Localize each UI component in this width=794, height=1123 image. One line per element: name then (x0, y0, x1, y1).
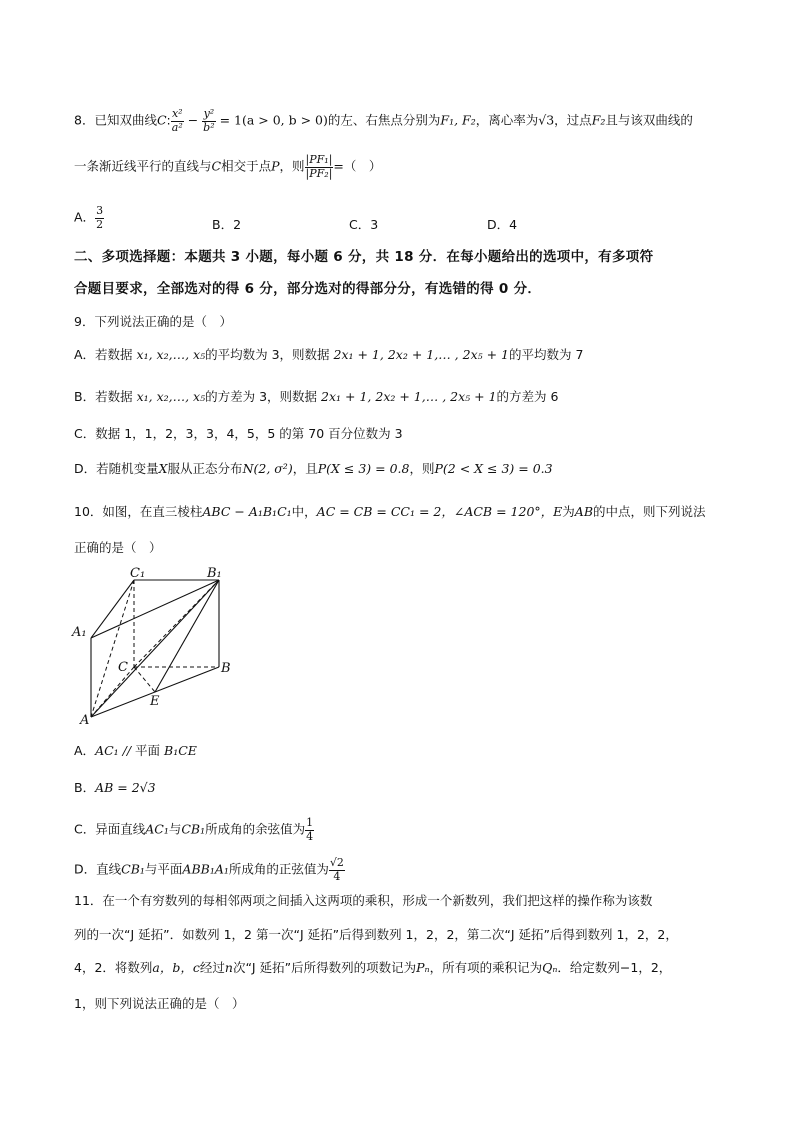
q10-c-post: 所成角的余弦值为 (205, 821, 306, 837)
q9-b-mid: 的方差为 3，则数据 (205, 389, 322, 404)
q9-a-mid: 的平均数为 3，则数据 (205, 347, 334, 362)
q8-option-d: D．4 (487, 217, 518, 232)
q10-line1-mid: 中， (291, 504, 317, 519)
q11-line3-mid3: ，所有项的乘积记为 (429, 960, 543, 975)
q8-ecc-val: √3 (538, 112, 555, 128)
label-c1: C₁ (130, 566, 146, 581)
q8-line2-then: ，则 (279, 158, 305, 174)
q9-d-p2: P(2 < X ≤ 3) = 0.3 (434, 461, 553, 476)
q10-b-opt: B． (74, 780, 96, 795)
q8-tail: ，过点 (554, 112, 592, 128)
label-a1: A₁ (72, 625, 87, 640)
q10-c-l2: CB₁ (181, 821, 206, 837)
q10-option-b (74, 782, 156, 795)
q11-line3-qn: Qₙ (542, 960, 558, 975)
q10-line1-pre: 10．如图，在直三棱柱 (74, 504, 203, 519)
q9-a-pre: A．若数据 (74, 347, 137, 362)
q10-c-mid: 与 (168, 821, 182, 837)
q10-d-l: CB₁ (121, 861, 145, 877)
q11-line4: 1，则下列说法正确的是（ ） (74, 996, 245, 1011)
q9-option-d (74, 463, 553, 476)
q10-a-plane: B₁CE (164, 743, 197, 758)
q8-curve-name: C (156, 112, 167, 128)
section2-line2: 合题目要求，全部选对的得 6 分，部分选对的得部分分，有选错的得 0 分． (74, 281, 542, 297)
q8-option-a-label: A． (74, 209, 96, 225)
q9-d-pre: D．若随机变量 (74, 461, 159, 476)
q10-c-den: 4 (306, 829, 314, 843)
q10-d-den: 4 (333, 869, 341, 883)
q10-a-opt: A． (74, 743, 96, 758)
q11-line3 (74, 962, 671, 975)
q8-line2-p: P (271, 158, 280, 174)
q8-line2-mid: 相交于点 (221, 158, 272, 174)
q9-option-a (74, 349, 583, 362)
q8-paren: =（ ） (333, 158, 382, 174)
prism-figure (70, 560, 240, 730)
q10-e: E (553, 504, 563, 519)
q8-option-a (74, 205, 104, 231)
q9-option-b (74, 391, 558, 404)
q8-option-c: C．3 (349, 217, 379, 232)
q11-line3-pre: 4，2．将数列 (74, 960, 153, 975)
q11-line3-mid: 经过 (199, 960, 225, 975)
q8-line2-c: C (211, 158, 222, 174)
q9-a-post: 的平均数为 7 (509, 347, 584, 362)
q8-frac-y: $\frac{\text{y²}}{\text{b²}}$ (203, 107, 215, 134)
q10-line1-tail: 的中点，则下列说法 (593, 504, 706, 519)
q9-d-cond1: ，且 (292, 461, 318, 476)
q8-option-a-frac (95, 205, 104, 231)
q8-f2: F₂ (591, 112, 606, 128)
q10-c-frac (305, 817, 314, 843)
q10-d-post: 所成角的正弦值为 (228, 861, 329, 877)
q8-line2-pre: 一条渐近线平行的直线与 (74, 158, 212, 174)
q9-b-vars: x₁, x₂,…, x₅ (136, 389, 206, 404)
q11-line1: 11．在一个有穷数列的每相邻两项之间插入这两项的乘积，形成一个新数列，我们把这样的操作称为该数 (74, 893, 653, 908)
q11-line3-mid2: 次“J 延拓”后所得数列的项数记为 (232, 960, 417, 975)
q9-d-dist: N(2, σ²) (242, 461, 293, 476)
q10-line2: 正确的是（ ） (74, 540, 162, 555)
q10-c-opt: C．异面直线 (74, 821, 146, 837)
q10-d-frac (329, 857, 345, 883)
q8-line1: 8．已知双曲线C: $\frac{\text{x²}}{\text{a²}}$ − $\frac{\text{y²}}{\text{b²}}$ = 1(a > 0, b > 0)的左、右焦点分别为F₁, F₂，离心率为√3，过点F₂且与该双曲线的 (74, 107, 693, 134)
q9-d-mid: 服从正态分布 (167, 461, 243, 476)
q8-pre: 已知双曲线 (94, 112, 157, 128)
q10-option-d (74, 857, 345, 883)
q8-ratio (305, 154, 334, 180)
q9-d-x: X (158, 461, 168, 476)
q10-prism: ABC − A₁B₁C₁ (202, 504, 292, 519)
q8-tail2: 且与该双曲线的 (605, 112, 693, 128)
q11-line3-pn: Pₙ (416, 960, 430, 975)
q11-line3-post: ．给定数列−1，2， (557, 960, 672, 975)
q10-c-l1: AC₁ (145, 821, 169, 837)
q9-b-post: 的方差为 6 (496, 389, 559, 404)
label-b1: B₁ (207, 566, 222, 581)
q10-option-a (74, 745, 197, 758)
q9-option-c: C．数据 1，1，2，3，3，4，5，5 的第 70 百分位数为 3 (74, 426, 403, 441)
q8-ecc-label: ，离心率为 (475, 112, 539, 128)
q10-line1-post: 为 (562, 504, 575, 519)
q10-d-plane: ABB₁A₁ (182, 861, 229, 877)
q8-line2 (74, 154, 381, 180)
q8-ratio-num: |PF₁| (305, 153, 333, 166)
q9-a-vars: x₁, x₂,…, x₅ (136, 347, 206, 362)
label-c: C (118, 660, 128, 675)
q10-option-c (74, 817, 314, 843)
q8-eq-tail: = 1(a > 0, b > 0) (215, 112, 328, 128)
q8-option-b: B．2 (212, 217, 242, 232)
q10-ab: AB (574, 504, 594, 519)
q9-b-expr: 2x₁ + 1, 2x₂ + 1,… , 2x₅ + 1 (321, 389, 497, 404)
q9-b-pre: B．若数据 (74, 389, 137, 404)
q10-eqs: AC = CB = CC₁ = 2，∠ACB = 120°， (316, 504, 554, 519)
q10-b-math: AB = 2√3 (95, 780, 156, 795)
q11-line3-n: n (224, 960, 233, 975)
label-e: E (150, 694, 160, 709)
q10-d-mid: 与平面 (144, 861, 183, 877)
q8-foci: F₁, F₂ (440, 112, 476, 128)
q10-d-opt: D．直线 (74, 861, 122, 877)
q10-line1 (74, 506, 706, 519)
label-b: B (221, 661, 231, 676)
q11-line2: 列的一次“J 延拓”．如数列 1，2 第一次“J 延拓”后得到数列 1，2，2，第二次“J 延拓”后得到数列 1，2，2， (74, 927, 678, 942)
label-a: A (80, 713, 90, 728)
q9-d-p1: P(X ≤ 3) = 0.8 (317, 461, 410, 476)
q9-d-cond2: ，则 (409, 461, 435, 476)
q10-a-math: AC₁ // (95, 743, 136, 758)
q11-line3-vars: a，b，c (152, 960, 200, 975)
q9-a-expr: 2x₁ + 1, 2x₂ + 1,… , 2x₅ + 1 (333, 347, 510, 362)
q9-stem: 9．下列说法正确的是（ ） (74, 314, 232, 329)
q10-a-text: 平面 (135, 743, 165, 758)
section2-line1: 二、多项选择题：本题共 3 小题，每小题 6 分，共 18 分．在每小题给出的选项中，有多项符 (74, 249, 654, 265)
q8-frac-x: $\frac{\text{x²}}{\text{a²}}$ (171, 107, 183, 134)
q8-number: 8． (74, 112, 95, 128)
q8-mid: 的左、右焦点分别为 (327, 112, 441, 128)
q8-option-a-num: 3 (96, 204, 104, 217)
q8-ratio-den: |PF₂| (305, 166, 333, 180)
q8-option-a-den: 2 (96, 217, 104, 231)
q10-d-num: √2 (329, 856, 344, 869)
q10-c-num: 1 (306, 816, 314, 829)
